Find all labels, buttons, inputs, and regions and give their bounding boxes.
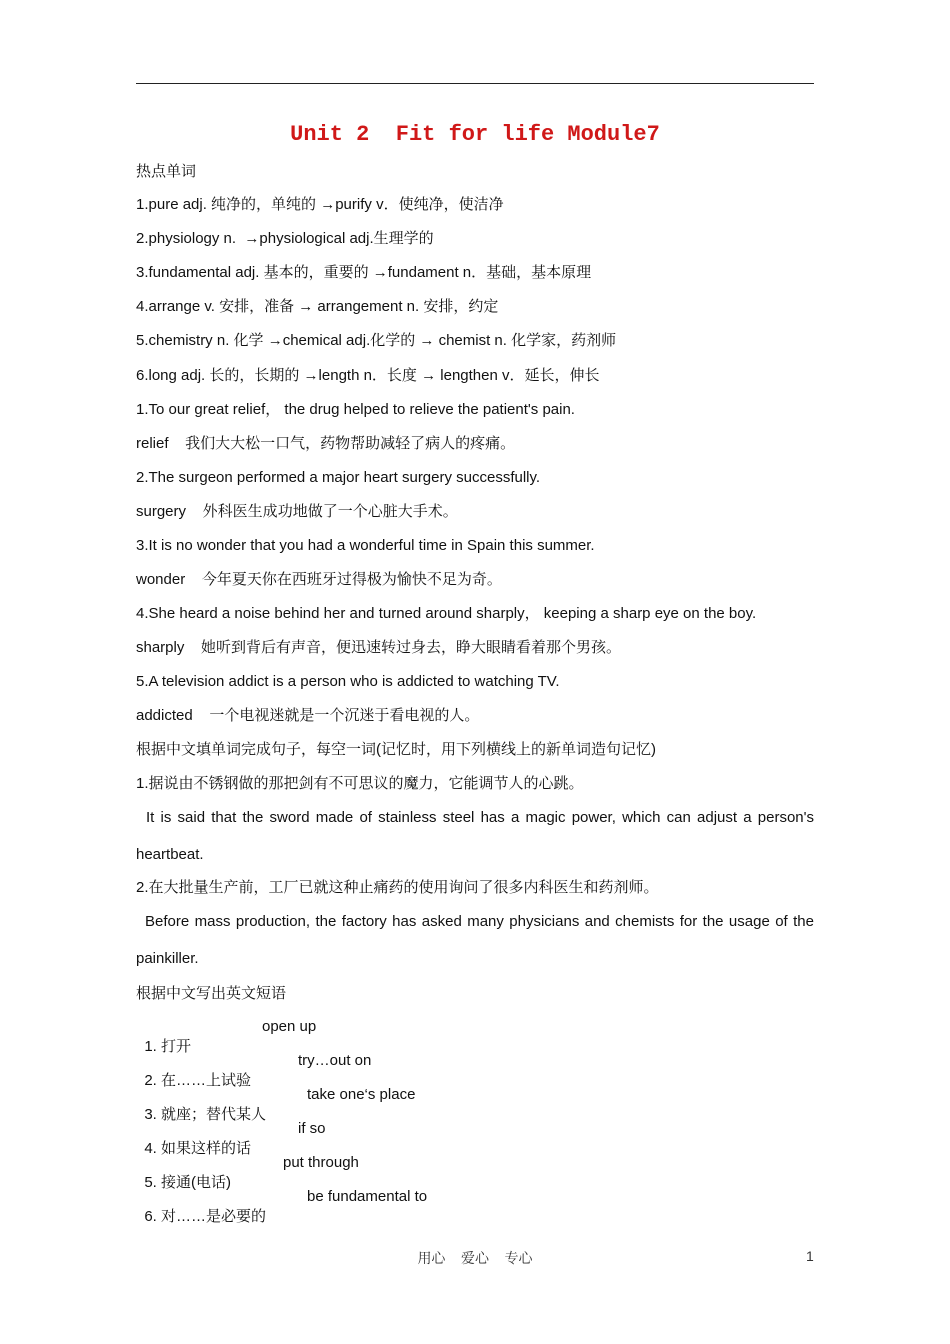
example-sentence: 1.To our great relief， the drug helped to relieve the patient's pain. xyxy=(136,401,575,418)
phrase-row xyxy=(136,1187,428,1247)
example-gloss: wonder 今年夏天你在西班牙过得极为愉快不足为奇。 xyxy=(136,571,502,588)
hot-words-heading: 热点单词 xyxy=(136,163,197,180)
example-gloss: relief 我们大大松一口气，药物帮助减轻了病人的疼痛。 xyxy=(136,435,516,452)
fill-in-english: It is said that the sword made of stainless steel has a magic power, which can adjust a person's xyxy=(146,809,814,826)
page-number: 1 xyxy=(806,1248,814,1264)
phrase-english: try…out on xyxy=(298,1052,372,1069)
phrase-chinese: 2. 在……上试验 xyxy=(144,1072,252,1089)
fill-in-chinese: 1.据说由不锈钢做的那把剑有不可思议的魔力，它能调节人的心跳。 xyxy=(136,775,584,792)
phrase-chinese: 1. 打开 xyxy=(144,1038,192,1055)
header-rule xyxy=(136,83,814,84)
example-sentence: 5.A television addict is a person who is addicted to watching TV. xyxy=(136,673,560,690)
fill-in-english-cont: heartbeat. xyxy=(136,846,204,863)
example-gloss: addicted 一个电视迷就是一个沉迷于看电视的人。 xyxy=(136,707,480,724)
phrase-english: be fundamental to xyxy=(307,1188,428,1205)
hot-word-item: 2.physiology n. →physiological adj.生理学的 xyxy=(136,230,434,247)
hot-word-item: 4.arrange v. 安排，准备 → arrangement n. 安排，约定 xyxy=(136,298,499,315)
example-sentence: 2.The surgeon performed a major heart surgery successfully. xyxy=(136,469,541,486)
hot-word-item: 1.pure adj. 纯净的，单纯的 →purify v．使纯净，使洁净 xyxy=(136,196,504,213)
fill-in-heading: 根据中文填单词完成句子，每空一词(记忆时，用下列横线上的新单词造句记忆) xyxy=(136,741,656,758)
footer-motto: 用心 爱心 专心 xyxy=(417,1250,533,1266)
example-gloss: surgery 外科医生成功地做了一个心脏大手术。 xyxy=(136,503,458,520)
phrase-english: put through xyxy=(283,1154,359,1171)
hot-word-item: 6.long adj. 长的，长期的 →length n．长度 → lengthen v．延长，伸长 xyxy=(136,367,600,384)
fill-in-english: Before mass production, the factory has asked many physicians and chemists for the usage of the xyxy=(145,913,814,930)
phrase-chinese: 5. 接通(电话) xyxy=(144,1174,232,1191)
hot-word-item: 3.fundamental adj. 基本的，重要的 →fundament n．基础，基本原理 xyxy=(136,264,592,281)
example-sentence: 4.She heard a noise behind her and turned around sharply， keeping a sharp eye on the boy. xyxy=(136,605,757,622)
phrases-heading: 根据中文写出英文短语 xyxy=(136,985,287,1002)
hot-word-item: 5.chemistry n. 化学 →chemical adj.化学的 → chemist n. 化学家，药剂师 xyxy=(136,332,617,349)
document-title: Unit 2 Fit for life Module7 xyxy=(290,122,660,147)
phrase-english: take one‘s place xyxy=(307,1086,416,1103)
phrase-chinese: 4. 如果这样的话 xyxy=(144,1140,252,1157)
phrase-english: open up xyxy=(262,1018,317,1035)
phrase-english: if so xyxy=(298,1120,326,1137)
phrase-chinese: 6. 对……是必要的 xyxy=(144,1208,267,1225)
example-sentence: 3.It is no wonder that you had a wonderful time in Spain this summer. xyxy=(136,537,595,554)
phrase-chinese: 3. 就座；替代某人 xyxy=(144,1106,267,1123)
example-gloss: sharply 她听到背后有声音，便迅速转过身去，睁大眼睛看着那个男孩。 xyxy=(136,639,622,656)
fill-in-english-cont: painkiller. xyxy=(136,950,199,967)
fill-in-chinese: 2.在大批量生产前，工厂已就这种止痛药的使用询问了很多内科医生和药剂师。 xyxy=(136,879,659,896)
